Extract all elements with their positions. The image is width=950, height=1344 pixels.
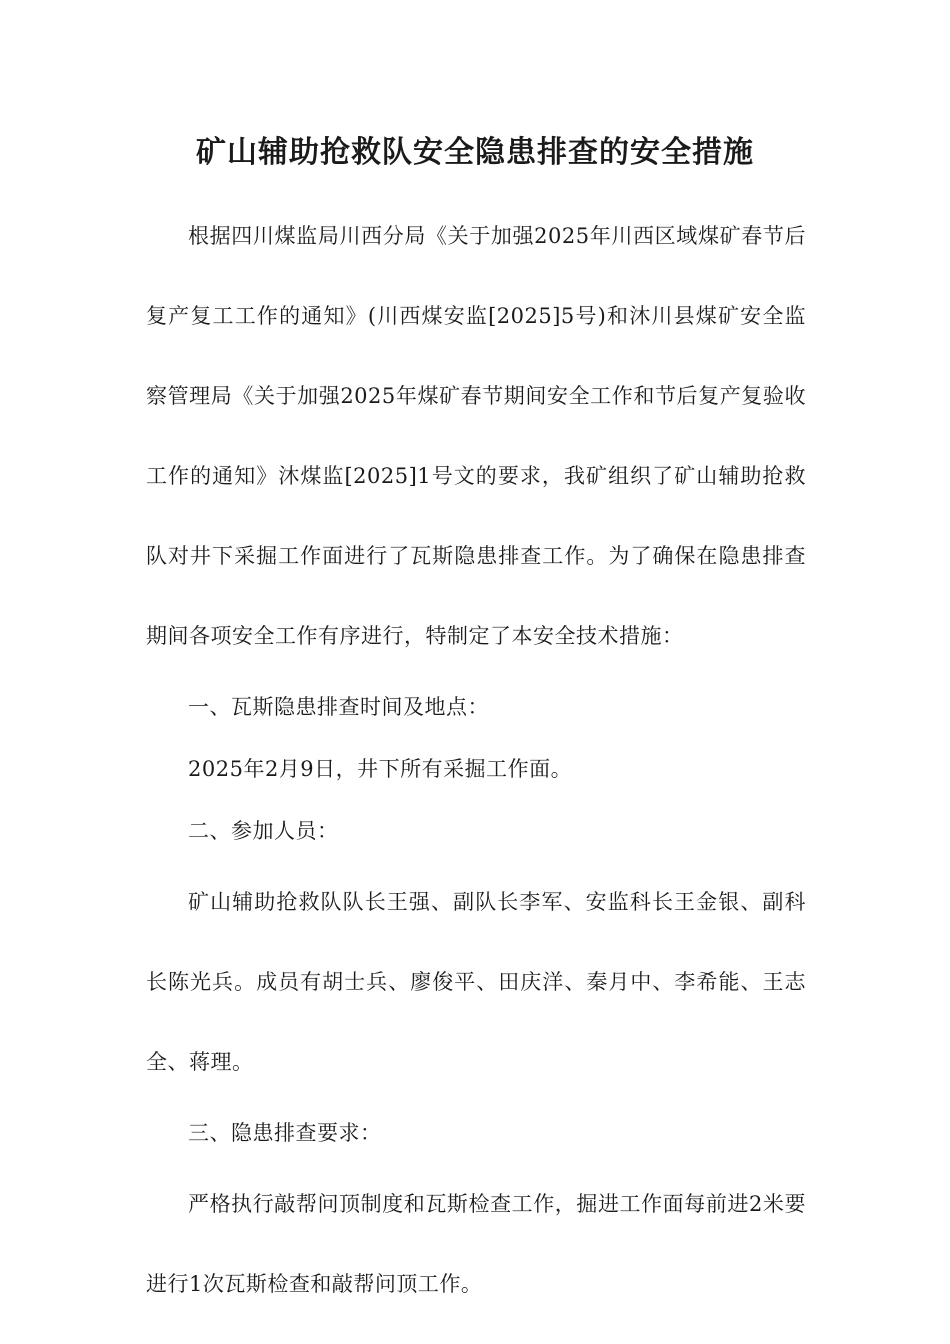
- time-location-paragraph: 2025年2月9日，井下所有采掘工作面。: [188, 757, 573, 781]
- section-heading-requirements: 三、隐患排查要求：: [188, 1121, 382, 1145]
- document-body: [146, 196, 806, 1324]
- intro-paragraph: 根据四川煤监局川西分局《关于加强2025年川西区域煤矿春节后复产复工工作的通知》(川西煤安监[2025]5号)和沐川县煤矿安全监察管理局《关于加强2025年煤矿春节期间安全工作和节后复产复验收工作的通知》沐煤监[2025]1号文的要求，我矿组织了矿山辅助抢救队对井下采掘工作面进行了瓦斯隐患排查工作。为了确保在隐患排查期间各项安全工作有序进行，特制定了本安全技术措施：: [146, 224, 806, 648]
- section-heading-time-location: 一、瓦斯隐患排查时间及地点：: [188, 695, 489, 719]
- requirements-paragraph: 严格执行敲帮问顶制度和瓦斯检查工作，掘进工作面每前进2米要进行1次瓦斯检查和敲帮问顶工作。: [146, 1192, 806, 1296]
- document-title: 矿山辅助抢救队安全隐患排查的安全措施: [196, 135, 754, 170]
- section-heading-participants: 二、参加人员：: [188, 819, 339, 843]
- participants-paragraph: 矿山辅助抢救队队长王强、副队长李军、安监科长王金银、副科长陈光兵。成员有胡士兵、廖俊平、田庆洋、秦月中、李希能、王志全、蒋理。: [146, 890, 806, 1074]
